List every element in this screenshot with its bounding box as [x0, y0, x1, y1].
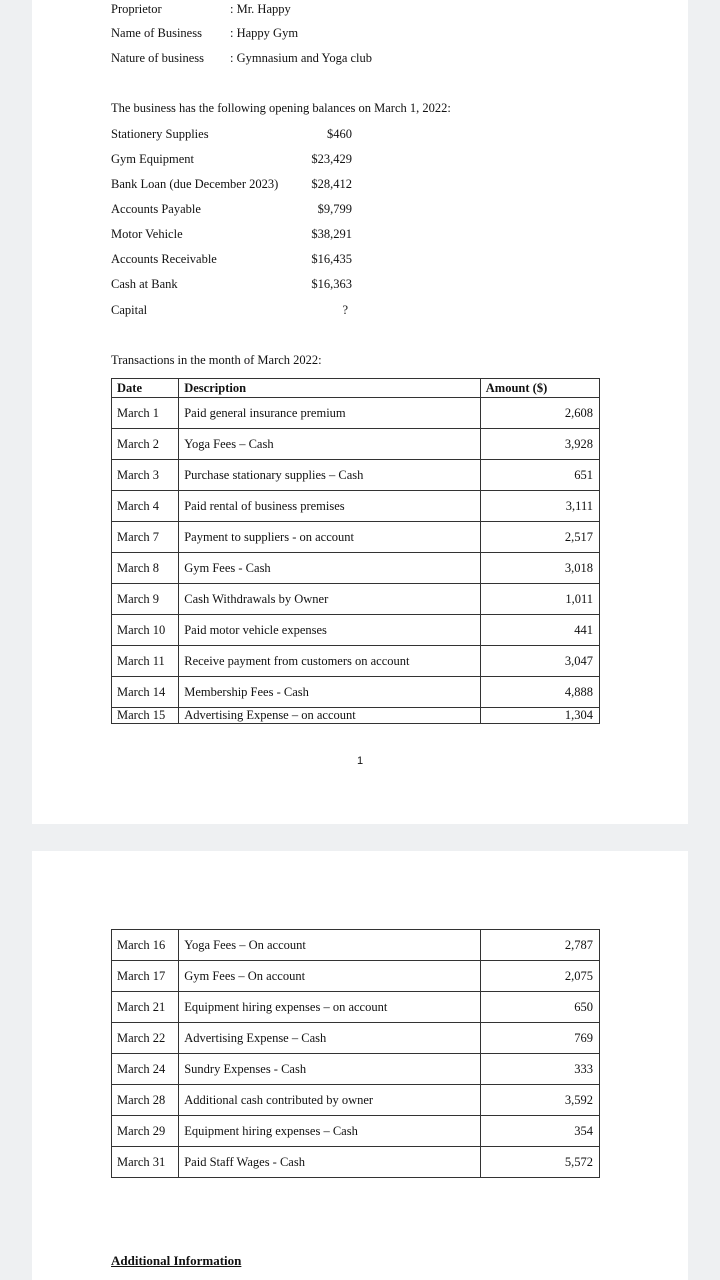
- balance-label: Bank Loan (due December 2023): [111, 177, 279, 191]
- tx-date: March 14: [112, 677, 179, 708]
- table-row: [112, 961, 600, 992]
- tx-date: March 1: [112, 398, 179, 429]
- tx-date: March 17: [112, 961, 179, 992]
- transactions-heading: Transactions in the month of March 2022:: [111, 353, 322, 367]
- balance-amount: $38,291: [311, 227, 352, 241]
- tx-description: Paid general insurance premium: [179, 398, 481, 429]
- table-row: [112, 677, 600, 708]
- tx-amount: 3,928: [480, 429, 599, 460]
- tx-amount: 3,592: [480, 1085, 599, 1116]
- table-row: [112, 553, 600, 584]
- table-row: [112, 1085, 600, 1116]
- tx-description: Yoga Fees – On account: [179, 930, 481, 961]
- tx-date: March 29: [112, 1116, 179, 1147]
- info-label: Proprietor: [111, 2, 162, 16]
- balance-label: Accounts Receivable: [111, 252, 217, 266]
- table-row: [112, 429, 600, 460]
- info-value: : Mr. Happy: [230, 2, 291, 16]
- tx-date: March 4: [112, 491, 179, 522]
- balance-label: Gym Equipment: [111, 152, 194, 166]
- tx-amount: 3,018: [480, 553, 599, 584]
- tx-amount: 651: [480, 460, 599, 491]
- tx-date: March 3: [112, 460, 179, 491]
- header-date: Date: [112, 379, 179, 398]
- info-label: Nature of business: [111, 51, 205, 65]
- balance-label: Stationery Supplies: [111, 127, 209, 141]
- tx-description: Payment to suppliers - on account: [179, 522, 481, 553]
- table-row: [112, 930, 600, 961]
- tx-description: Membership Fees - Cash: [179, 677, 481, 708]
- tx-description: Equipment hiring expenses – on account: [179, 992, 481, 1023]
- tx-date: March 2: [112, 429, 179, 460]
- tx-amount: 441: [480, 615, 599, 646]
- tx-date: March 24: [112, 1054, 179, 1085]
- tx-date: March 9: [112, 584, 179, 615]
- tx-date: March 21: [112, 992, 179, 1023]
- balance-amount: ?: [342, 303, 348, 317]
- header-amount: Amount ($): [480, 379, 599, 398]
- tx-amount: 3,111: [480, 491, 599, 522]
- tx-description: Purchase stationary supplies – Cash: [179, 460, 481, 491]
- table-row: [112, 1054, 600, 1085]
- tx-description: Advertising Expense – on account: [179, 708, 481, 724]
- tx-amount: 2,517: [480, 522, 599, 553]
- tx-description: Cash Withdrawals by Owner: [179, 584, 481, 615]
- table-header-row: [112, 379, 600, 398]
- tx-amount: 1,011: [480, 584, 599, 615]
- tx-amount: 3,047: [480, 646, 599, 677]
- tx-amount: 333: [480, 1054, 599, 1085]
- tx-amount: 2,608: [480, 398, 599, 429]
- balance-amount: $28,412: [311, 177, 352, 191]
- balance-amount: $16,363: [311, 277, 352, 291]
- document-page-2: [32, 851, 688, 1280]
- info-value: : Gymnasium and Yoga club: [230, 51, 373, 65]
- tx-amount: 2,787: [480, 930, 599, 961]
- tx-amount: 4,888: [480, 677, 599, 708]
- tx-date: March 10: [112, 615, 179, 646]
- document-page-1: [32, 0, 688, 824]
- table-row: [112, 1023, 600, 1054]
- tx-description: Yoga Fees – Cash: [179, 429, 481, 460]
- tx-date: March 15: [112, 708, 179, 724]
- tx-description: Receive payment from customers on account: [179, 646, 481, 677]
- table-row: [112, 491, 600, 522]
- tx-description: Equipment hiring expenses – Cash: [179, 1116, 481, 1147]
- tx-amount: 2,075: [480, 961, 599, 992]
- table-row: [112, 1147, 600, 1178]
- tx-amount: 769: [480, 1023, 599, 1054]
- tx-description: Gym Fees - Cash: [179, 553, 481, 584]
- tx-amount: 650: [480, 992, 599, 1023]
- table-row: [112, 646, 600, 677]
- tx-date: March 7: [112, 522, 179, 553]
- balance-amount: $9,799: [317, 202, 352, 216]
- page-number: 1: [357, 755, 364, 767]
- balance-label: Motor Vehicle: [111, 227, 183, 241]
- tx-description: Gym Fees – On account: [179, 961, 481, 992]
- table-row: [112, 615, 600, 646]
- tx-date: March 22: [112, 1023, 179, 1054]
- tx-date: March 16: [112, 930, 179, 961]
- info-value: : Happy Gym: [230, 26, 299, 40]
- table-row: [112, 708, 600, 724]
- tx-amount: 1,304: [480, 708, 599, 724]
- table-row: [112, 460, 600, 491]
- table-row: [112, 992, 600, 1023]
- tx-description: Sundry Expenses - Cash: [179, 1054, 481, 1085]
- table-row: [112, 584, 600, 615]
- info-label: Name of Business: [111, 26, 202, 40]
- balance-label: Capital: [111, 303, 148, 317]
- tx-date: March 8: [112, 553, 179, 584]
- tx-description: Paid Staff Wages - Cash: [179, 1147, 481, 1178]
- table-row: [112, 522, 600, 553]
- tx-description: Paid motor vehicle expenses: [179, 615, 481, 646]
- tx-date: March 11: [112, 646, 179, 677]
- tx-description: Additional cash contributed by owner: [179, 1085, 481, 1116]
- header-description: Description: [179, 379, 481, 398]
- transactions-table-page1: [111, 378, 600, 724]
- balance-amount: $23,429: [311, 152, 352, 166]
- transactions-table-page2: [111, 929, 600, 1178]
- balance-amount: $460: [327, 127, 352, 141]
- table-row: [112, 398, 600, 429]
- balance-label: Cash at Bank: [111, 277, 178, 291]
- tx-description: Paid rental of business premises: [179, 491, 481, 522]
- opening-balances-heading: The business has the following opening balances on March 1, 2022:: [111, 101, 451, 115]
- tx-date: March 31: [112, 1147, 179, 1178]
- table-row: [112, 1116, 600, 1147]
- additional-information-heading: Additional Information: [111, 1253, 242, 1268]
- balance-amount: $16,435: [311, 252, 352, 266]
- tx-amount: 354: [480, 1116, 599, 1147]
- tx-date: March 28: [112, 1085, 179, 1116]
- tx-description: Advertising Expense – Cash: [179, 1023, 481, 1054]
- balance-label: Accounts Payable: [111, 202, 201, 216]
- tx-amount: 5,572: [480, 1147, 599, 1178]
